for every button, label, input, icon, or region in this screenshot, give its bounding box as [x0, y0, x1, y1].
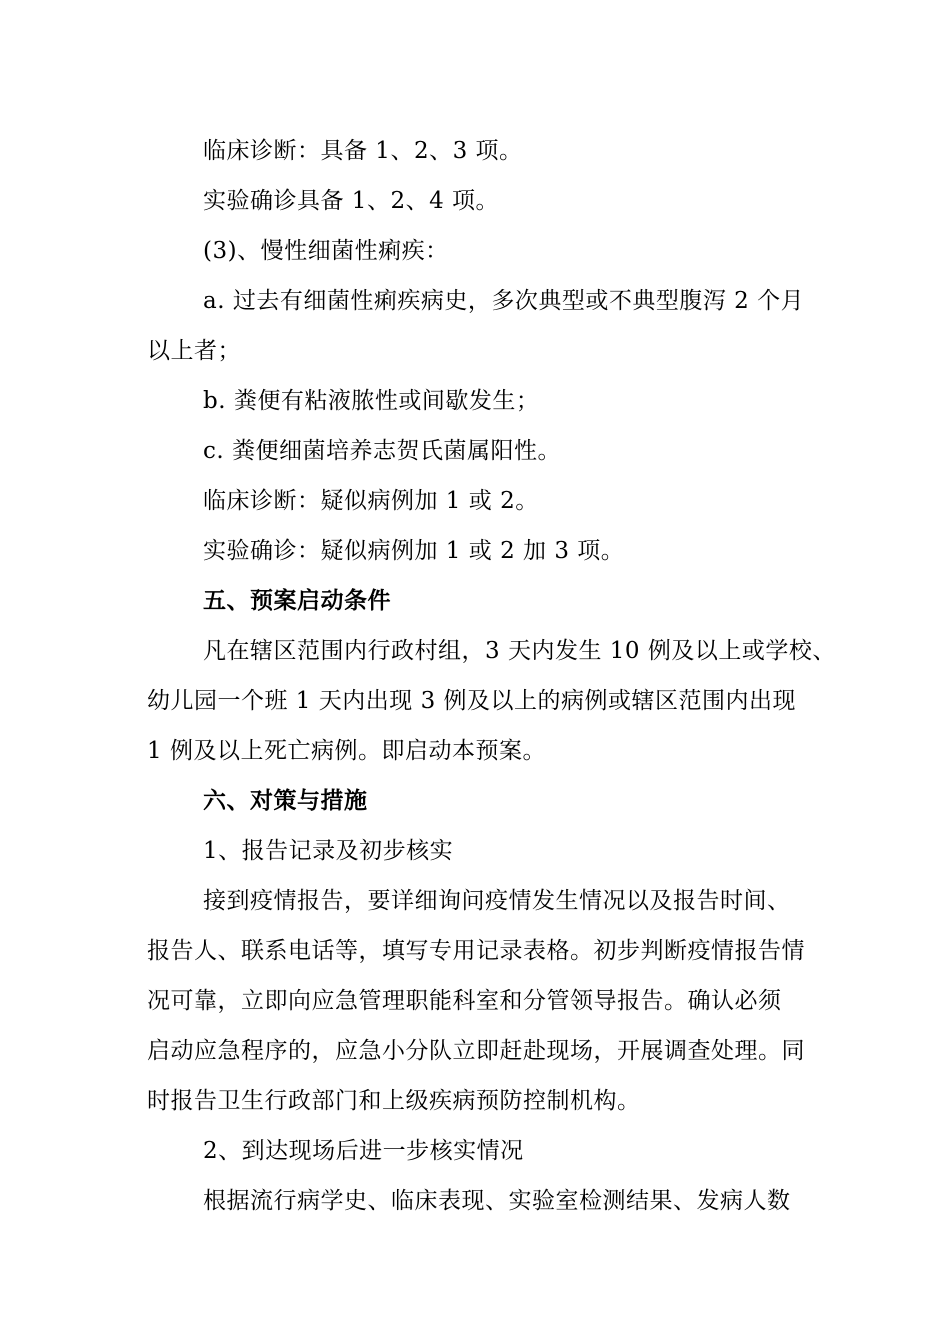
lab-confirmation-line: 实验确诊具备 1、2、4 项。 — [203, 188, 500, 214]
criterion-c-line: c. 粪便细菌培养志贺氏菌属阳性。 — [203, 438, 562, 464]
verification-paragraph-line-1: 根据流行病学史、临床表现、实验室检测结果、发病人数 — [203, 1188, 791, 1214]
activation-paragraph-line-1: 凡在辖区范围内行政村组，3 天内发生 10 例及以上或学校、 — [203, 638, 836, 664]
chronic-dysentery-subheading: (3)、慢性细菌性痢疾： — [203, 238, 449, 264]
activation-paragraph-line-3: 1 例及以上死亡病例。即启动本预案。 — [147, 738, 546, 764]
clinical-diagnosis-line: 临床诊断：具备 1、2、3 项。 — [203, 138, 523, 164]
subsection-2-heading: 2、到达现场后进一步核实情况 — [203, 1138, 524, 1164]
section-five-heading: 五、预案启动条件 — [203, 588, 391, 614]
report-paragraph-line-5: 时报告卫生行政部门和上级疾病预防控制机构。 — [147, 1088, 641, 1114]
report-paragraph-line-3: 况可靠，立即向应急管理职能科室和分管领导报告。确认必须 — [147, 988, 782, 1014]
section-six-heading: 六、对策与措施 — [203, 788, 368, 814]
subsection-1-heading: 1、报告记录及初步核实 — [203, 838, 454, 864]
report-paragraph-line-1: 接到疫情报告，要详细询问疫情发生情况以及报告时间、 — [203, 888, 791, 914]
criterion-b-line: b. 粪便有粘液脓性或间歇发生； — [203, 388, 540, 414]
activation-paragraph-line-2: 幼儿园一个班 1 天内出现 3 例及以上的病例或辖区范围内出现 — [147, 688, 797, 714]
report-paragraph-line-4: 启动应急程序的，应急小分队立即赶赴现场，开展调查处理。同 — [147, 1038, 805, 1064]
chronic-lab-confirmation-line: 实验确诊：疑似病例加 1 或 2 加 3 项。 — [203, 538, 625, 564]
criterion-a-continuation: 以上者； — [147, 338, 241, 364]
chronic-clinical-diagnosis-line: 临床诊断：疑似病例加 1 或 2。 — [203, 488, 539, 514]
criterion-a-line: a. 过去有细菌性痢疾病史，多次典型或不典型腹泻 2 个月 — [203, 288, 805, 314]
report-paragraph-line-2: 报告人、联系电话等，填写专用记录表格。初步判断疫情报告情 — [147, 938, 805, 964]
